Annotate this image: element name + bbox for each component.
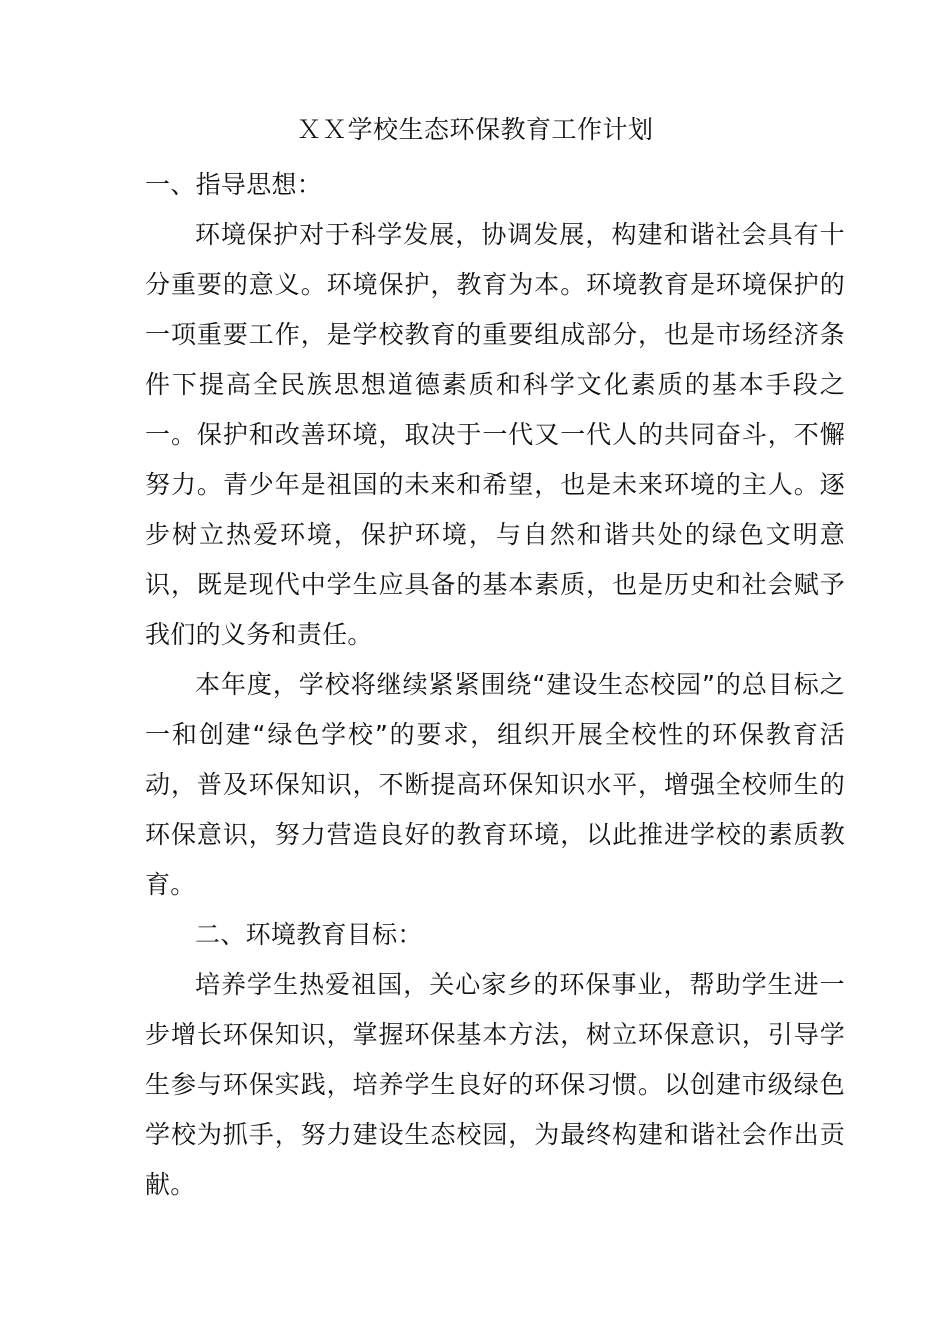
paragraph-annual-plan: 本年度，学校将继续紧紧围绕“建设生态校园”的总目标之一和创建“绿色学校”的要求，组织开展全校性的环保教育活动，普及环保知识，不断提高环保知识水平，增强全校师生的环保意识，努力营造良好的教育环境，以此推进学校的素质教育。	[145, 670, 845, 899]
paragraph-guiding-ideology: 环境保护对于科学发展，协调发展，构建和谐社会具有十分重要的意义。环境保护，教育为本。环境教育是环境保护的一项重要工作，是学校教育的重要组成部分，也是市场经济条件下提高全民族思想道德素质和科学文化素质的基本手段之一。保护和改善环境，取决于一代又一代人的共同奋斗，不懈努力。青少年是祖国的未来和希望，也是未来环境的主人。逐步树立热爱环境，保护环境，与自然和谐共处的绿色文明意识，既是现代中学生应具备的基本素质，也是历史和社会赋予我们的义务和责任。	[145, 220, 845, 649]
document-body	[145, 160, 845, 1210]
section-heading-education-goals: 二、环境教育目标：	[195, 920, 423, 949]
paragraph-education-goals: 培养学生热爱祖国，关心家乡的环保事业，帮助学生进一步增长环保知识，掌握环保基本方法，树立环保意识，引导学生参与环保实践，培养学生良好的环保习惯。以创建市级绿色学校为抓手，努力建设生态校园，为最终构建和谐社会作出贡献。	[145, 970, 845, 1199]
section-heading-guiding-ideology: 一、指导思想：	[145, 170, 323, 199]
document-title: ＸＸ学校生态环保教育工作计划	[296, 115, 654, 144]
